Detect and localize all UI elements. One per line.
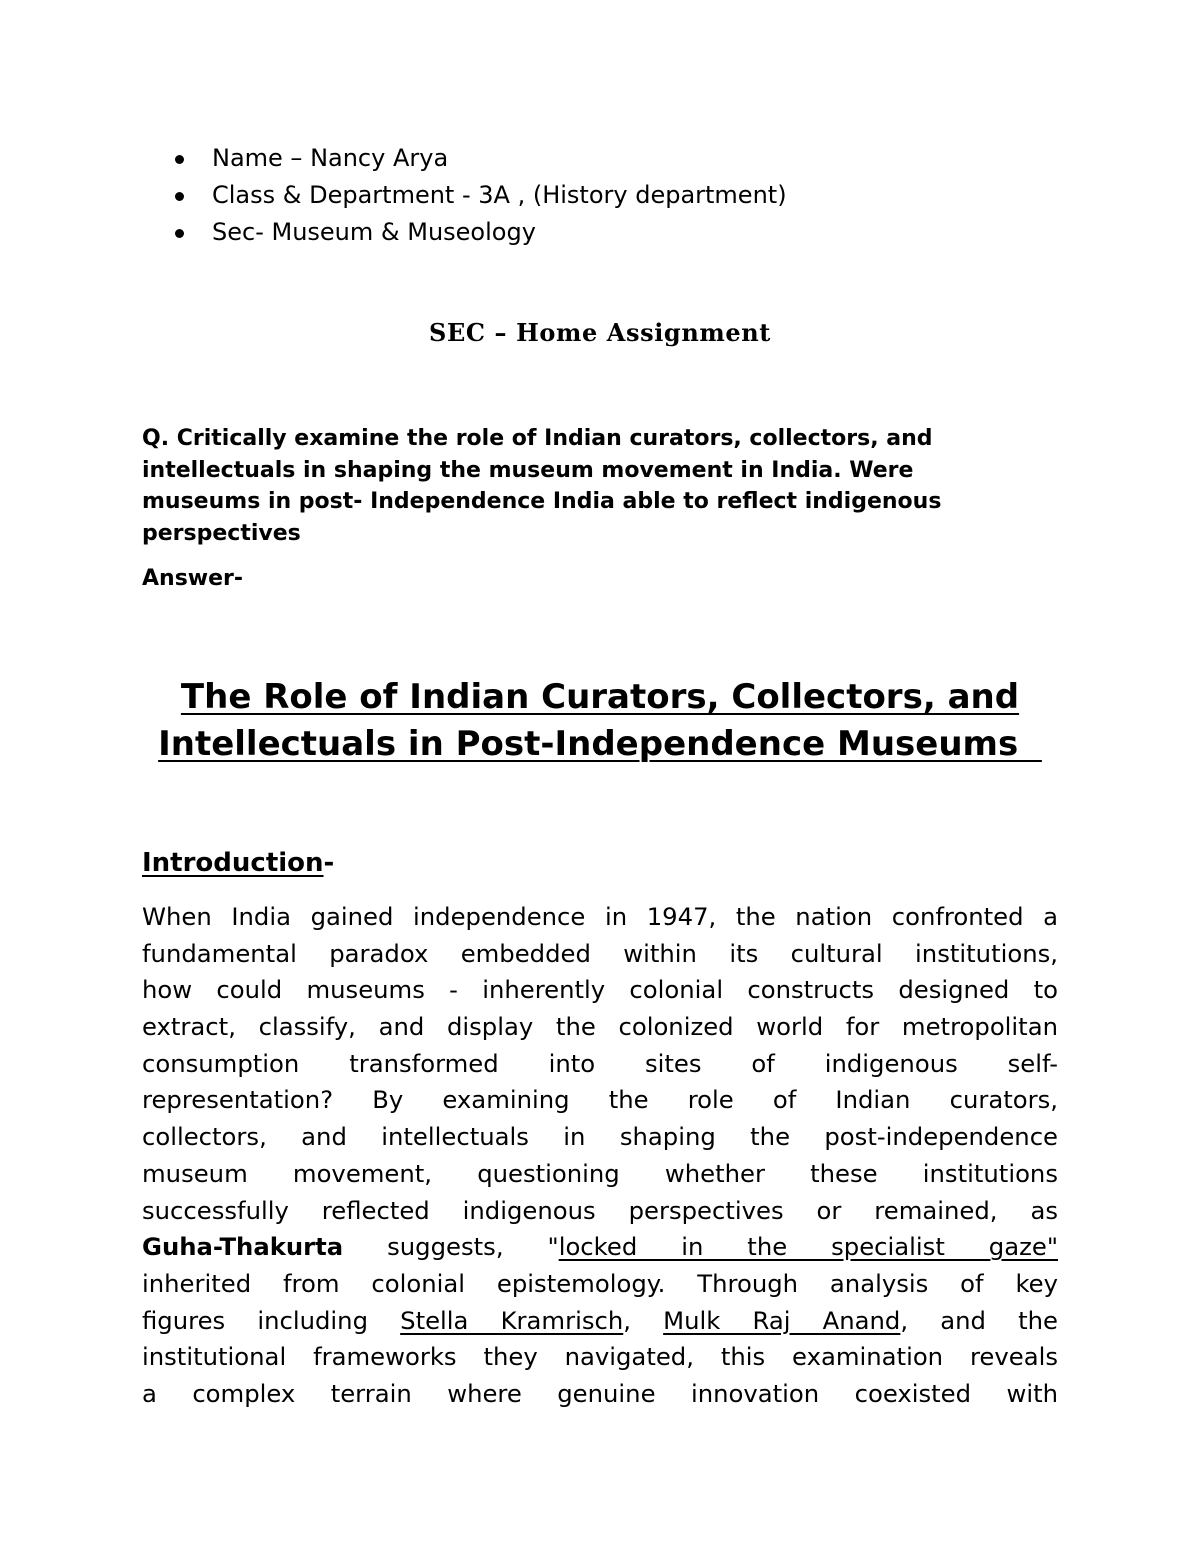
section-title-text: Introduction [142, 848, 324, 878]
paragraph-line: inherited from colonial epistemology. Through analysis of key [142, 1268, 1058, 1298]
question-line: Q. Critically examine the role of Indian curators, collectors, and [142, 426, 933, 451]
bullet-dot-icon [175, 229, 184, 238]
paragraph-line: representation? By examining the role of Indian curators, [142, 1085, 1058, 1115]
bullet-text: Class & Department - 3A , (History department) [212, 181, 787, 209]
question-line: museums in post- Independence India able to reflect indigenous [142, 489, 942, 514]
paragraph-line: museum movement, questioning whether these institutions [142, 1158, 1058, 1188]
quoted-phrase: locked in the specialist gaze" [558, 1232, 1058, 1262]
answer-label: Answer- [142, 566, 244, 591]
paragraph-line: consumption transformed into sites of indigenous self- [142, 1048, 1058, 1078]
paragraph-line: extract, classify, and display the colonized world for metropolitan [142, 1012, 1058, 1042]
text-fragment: , [623, 1305, 664, 1335]
paragraph-line: how could museums - inherently colonial constructs designed to [142, 975, 1058, 1005]
paragraph-line: When India gained independence in 1947, the nation confronted a [142, 902, 1058, 931]
bullet-text: Name – Nancy Arya [212, 144, 449, 172]
essay-heading [0, 674, 1200, 768]
essay-heading-line: The Role of Indian Curators, Collectors, and [180, 677, 1020, 717]
bullet-name [172, 140, 787, 177]
bullet-class-department [172, 177, 787, 214]
bullet-dot-icon [175, 155, 184, 164]
introduction-paragraph [142, 899, 1058, 1413]
author-name-guha-thakurta: Guha-Thakurta [142, 1232, 344, 1262]
header-bullet-list [172, 140, 787, 251]
text-fragment: , and the [900, 1305, 1058, 1335]
document-title: SEC – Home Assignment [429, 318, 771, 347]
question-line: intellectuals in shaping the museum movement in India. Were [142, 457, 914, 483]
name-stella-kramrisch: Stella Kramrisch [400, 1305, 624, 1335]
paragraph-line: institutional frameworks they navigated, this examination reveals [142, 1342, 1058, 1372]
text-fragment: figures including [142, 1305, 401, 1335]
bullet-section [172, 214, 787, 251]
paragraph-line [142, 1303, 1058, 1340]
question-text [142, 423, 1042, 549]
paragraph-line: fundamental paradox embedded within its cultural institutions, [142, 938, 1058, 968]
bullet-dot-icon [175, 192, 184, 201]
question-line: perspectives [142, 520, 301, 546]
paragraph-line: a complex terrain where genuine innovation coexisted with [142, 1378, 1058, 1408]
text-fragment: suggests, " [343, 1232, 559, 1262]
name-mulk-raj-anand: Mulk Raj Anand [663, 1305, 901, 1335]
essay-heading-line: Intellectuals in Post-Independence Museums [158, 724, 1042, 764]
paragraph-line: collectors, and intellectuals in shaping the post-independence [142, 1122, 1058, 1152]
section-title [142, 848, 334, 878]
paragraph-line [142, 1229, 1058, 1266]
section-title-suffix: - [323, 848, 335, 878]
bullet-text: Sec- Museum & Museology [212, 218, 536, 246]
paragraph-line: successfully reflected indigenous perspectives or remained, as [142, 1195, 1058, 1225]
